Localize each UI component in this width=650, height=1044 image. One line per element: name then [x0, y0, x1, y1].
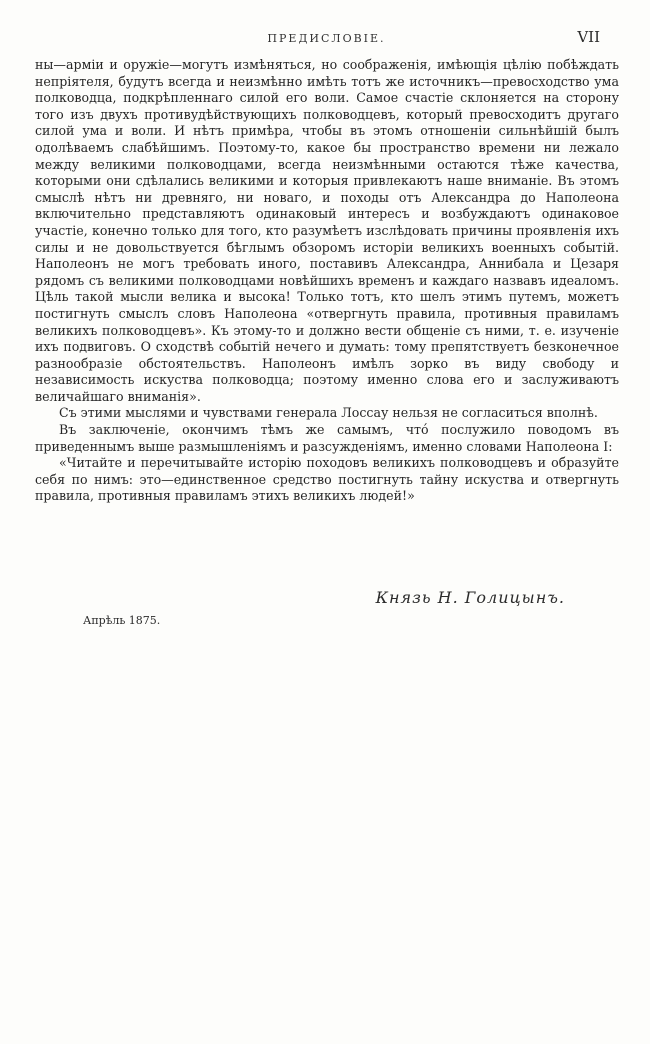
paragraph-quote: «Читайте и перечитывайте исторію походовъ великихъ полководцевъ и образуйте себя по нимъ: это—единственное средство постигнуть тайну искуства и отвергнуть правила, противныя правиламъ этихъ великихъ людей!» — [35, 455, 619, 504]
paragraph-continuation: ны—арміи и оружіе—могутъ измѣняться, но соображенія, имѣющія цѣлію побѣждать непріятеля, будутъ всегда и неизмѣнно имѣть тотъ же источникъ—превосходство ума полководца, подкрѣпленнаго силой его воли. Самое счастіе склоняется на сторону того изъ двухъ противудѣйствующихъ полководцевъ, который превосходитъ другаго силой ума и воли. И нѣтъ примѣра, чтобы въ этомъ отношеніи сильнѣйшій былъ одолѣваемъ слабѣйшимъ. Поэтому-то, какое бы пространство времени ни лежало между великими полководцами, всегда неизмѣнными остаются тѣже качества, которыми они сдѣлались великими и которыя привлекаютъ наше вниманіе. Въ этомъ смыслѣ нѣтъ ни древняго, ни новаго, и походы отъ Александра до Наполеона включительно представляютъ одинаковый интересъ и возбуждаютъ одинаковое участіе, конечно только для того, кто разумѣетъ изслѣдовать причины проявленія ихъ силы и не довольствуется бѣглымъ обзоромъ исторіи великихъ военныхъ событій. Наполеонъ не могъ требовать иного, поставивъ Александра, Аннибала и Цезаря рядомъ съ великими полководцами новѣйшихъ временъ и каждаго назвавъ идеаломъ. Цѣль такой мысли велика и высока! Только тотъ, кто шелъ этимъ путемъ, можетъ постигнуть смыслъ словъ Наполеона «отвергнуть правила, противныя правиламъ великихъ полководцевъ». Къ этому-то и должно вести общеніе съ ними, т. е. изученіе ихъ подвиговъ. О сходствѣ событій нечего и думать: тому препятствуетъ безконечное разнообразіе обстоятельствъ. Наполеонъ имѣлъ зорко въ виду свободу и независимость искуства полководца; поэтому именно слова его и заслуживаютъ величайшаго вниманія». — [35, 57, 619, 404]
body-text — [35, 57, 619, 505]
date-line: Апрѣль 1875. — [83, 614, 161, 627]
author-signature: Князь Н. Голицынъ. — [375, 588, 565, 607]
running-head-title: ПРЕДИСЛОВІЕ. — [267, 32, 386, 45]
paragraph: Въ заключеніе, окончимъ тѣмъ же самымъ, чтó послужило поводомъ въ приведеннымъ выше размышленіямъ и разсужденіямъ, именно словами Наполеона I: — [35, 422, 619, 454]
page-number: VII — [577, 28, 600, 46]
paragraph: Съ этими мыслями и чувствами генерала Лоссау нельзя не согласиться вполнѣ. — [59, 405, 598, 421]
page-header — [35, 28, 618, 50]
